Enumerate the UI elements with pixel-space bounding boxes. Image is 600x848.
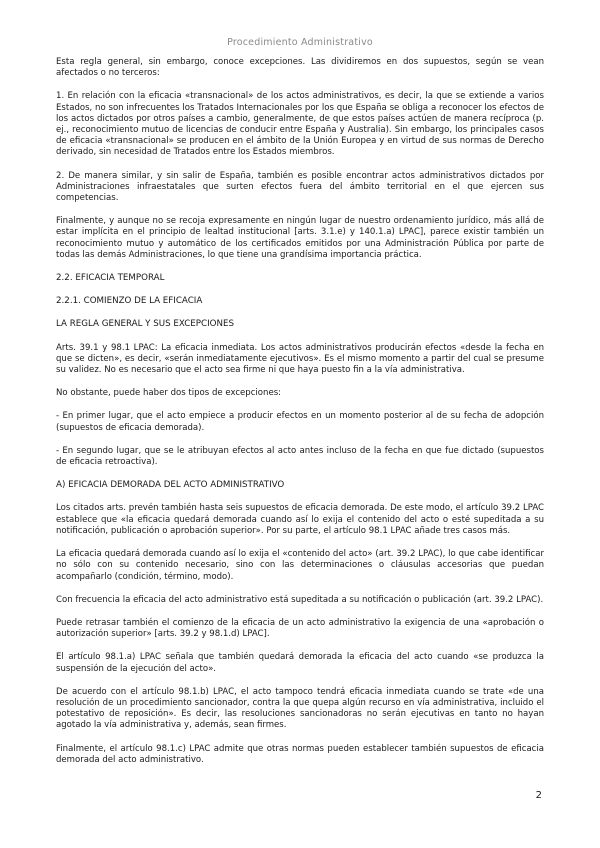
paragraph-suspension: El artículo 98.1.a) LPAC señala que también quedará demorada la eficacia del acto cuando «se produzca la suspensión de la ejecución del acto».: [56, 652, 544, 674]
body-text: [56, 57, 544, 778]
paragraph-intro: Esta regla general, sin embargo, conoce excepciones. Las dividiremos en dos supuestos, según se vean afectados o no terceros:: [56, 57, 544, 79]
section-heading-eficacia-demorada: A) EFICACIA DEMORADA DEL ACTO ADMINISTRATIVO: [56, 480, 285, 491]
paragraph-transnational: 1. En relación con la eficacia «transnacional» de los actos administrativos, es decir, la que se extiende a varios Estados, no son infrecuentes los Tratados Internacionales por los que España se obliga a reconocer los efectos de los actos dictados por otros países a cambio, generalmente, de que estos países actúen de manera recíproca (p. ej., reconocimiento mutuo de licencias de conducir entre España y Australia). Sin embargo, los principales casos de eficacia «transnacional» se producen en el ámbito de la Unión Europea y en virtud de sus normas de Derecho derivado, sin necesidad de Tratados entre los Estados miembros.: [56, 91, 544, 158]
list-item-retroactiva: - En segundo lugar, que se le atribuyan efectos al acto antes incluso de la fecha en que fue dictado (supuestos de eficacia retroactiva).: [56, 445, 544, 468]
paragraph-infraestatal: 2. De manera similar, y sin salir de España, también es posible encontrar actos administrativos dictados por Administraciones infraestatales que surten efectos fuera del ámbito territorial en el que ejercen sus competencias.: [56, 170, 544, 204]
paragraph-seis-supuestos: Los citados arts. prevén también hasta seis supuestos de eficacia demorada. De este modo, el artículo 39.2 LPAC establece que «la eficacia quedará demorada cuando así lo exija el contenido del acto o esté supeditada a su notificación, publicación o aprobación superior». Por su parte, el artículo 98.1 LPAC añade tres casos más.: [56, 503, 544, 536]
paragraph-sancionador: De acuerdo con el artículo 98.1.b) LPAC, el acto tampoco tendrá eficacia inmediata cuando se trate «de una resolución de un procedimiento sancionador, contra la que quepa algún recurso en vía administrativa, incluido el potestativo de reposición». Es decir, las resoluciones sancionadoras no serán ejecutivas en tanto no hayan agotado la vía administrativa y, además, sean firmes.: [56, 686, 544, 731]
running-header-title: Procedimiento Administrativo: [227, 37, 373, 48]
paragraph-aprobacion: Puede retrasar también el comienzo de la eficacia de un acto administrativo la exigencia de una «aprobación o autorización superior» [arts. 39.2 y 98.1.d) LPAC].: [56, 617, 544, 640]
paragraph-excepciones: No obstante, puede haber dos tipos de excepciones:: [56, 388, 282, 399]
section-heading-eficacia-temporal: 2.2. EFICACIA TEMPORAL: [56, 273, 165, 284]
paragraph-certificados: Finalmente, y aunque no se recoja expresamente en ningún lugar de nuestro ordenamiento jurídico, más allá de estar implícita en el principio de lealtad institucional [arts. 3.1.e) y 140.1.a) LPAC], parece existir también un reconocimiento mutuo y automático de los certificados emitidos por una Administración Pública por parte de todas las demás Administraciones, lo que tiene una grandísima importancia práctica.: [56, 216, 544, 260]
paragraph-otras-normas: Finalmente, el artículo 98.1.c) LPAC admite que otras normas pueden establecer también supuestos de eficacia demorada del acto administrativo.: [56, 743, 544, 765]
list-item-demorada: - En primer lugar, que el acto empiece a producir efectos en un momento posterior al de su fecha de adopción (supuestos de eficacia demorada).: [56, 411, 544, 433]
paragraph-contenido-acto: La eficacia quedará demorada cuando así lo exija el «contenido del acto» (art. 39.2 LPAC), lo que cabe identificar no sólo con su contenido necesario, sino con las determinaciones o cláusulas accesorias que puedan acompañarlo (condición, término, modo).: [56, 549, 544, 582]
paragraph-notificacion: Con frecuencia la eficacia del acto administrativo está supeditada a su notificación o publicación (art. 39.2 LPAC).: [56, 594, 544, 605]
section-heading-comienzo: 2.2.1. COMIENZO DE LA EFICACIA: [56, 296, 203, 307]
paragraph-eficacia-inmediata: Arts. 39.1 y 98.1 LPAC: La eficacia inmediata. Los actos administrativos producirán efectos «desde la fecha en que se dicten», es decir, «serán inmediatamente ejecutivos». Es el mismo momento a partir del cual se presume su validez. No es necesario que el acto sea firme ni que haya puesto fin a la vía administrativa.: [56, 342, 544, 376]
page-number: 2: [535, 790, 542, 801]
section-heading-regla-general: LA REGLA GENERAL Y SUS EXCEPCIONES: [56, 319, 234, 330]
